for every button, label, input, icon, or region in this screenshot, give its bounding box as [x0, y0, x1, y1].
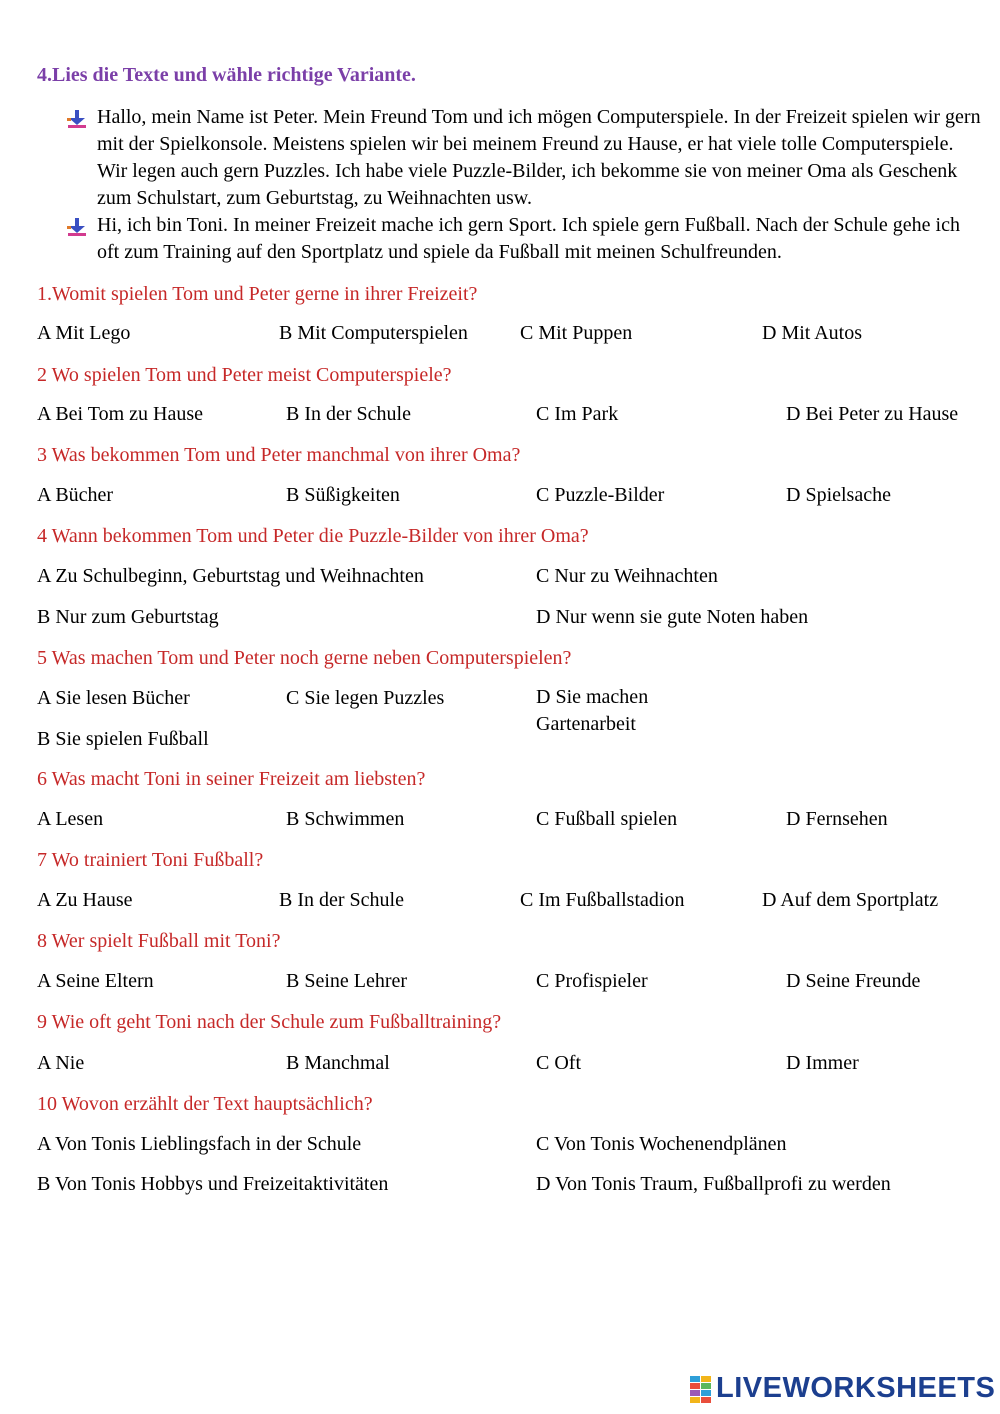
q7-option-c[interactable]: C Im Fußballstadion	[520, 889, 685, 911]
q8-option-c[interactable]: C Profispieler	[536, 970, 648, 992]
question-8: 8 Wer spielt Fußball mit Toni?	[37, 930, 281, 952]
text-toni: Hi, ich bin Toni. In meiner Freizeit mache ich gern Sport. Ich spiele gern Fußball. Nach der Schule gehe ich oft zum Training auf den Sportplatz und spiele da Fußball mit meinen Schulfreunden.	[97, 214, 960, 263]
q3-option-d[interactable]: D Spielsache	[786, 484, 891, 506]
question-7: 7 Wo trainiert Toni Fußball?	[37, 849, 264, 871]
q2-option-a[interactable]: A Bei Tom zu Hause	[37, 403, 203, 425]
arrow-bullet-icon	[66, 110, 88, 130]
q6-option-c[interactable]: C Fußball spielen	[536, 808, 678, 830]
logo-text: LIVEWORKSHEETS	[716, 1372, 996, 1404]
question-4: 4 Wann bekommen Tom und Peter die Puzzle-Bilder von ihrer Oma?	[37, 525, 589, 547]
q5-option-c[interactable]: C Sie legen Puzzles	[286, 687, 445, 709]
q7-option-d[interactable]: D Auf dem Sportplatz	[762, 889, 939, 911]
question-1: 1.Womit spielen Tom und Peter gerne in ihrer Freizeit?	[37, 283, 478, 305]
q8-option-d[interactable]: D Seine Freunde	[786, 970, 921, 992]
text-peter: Hallo, mein Name ist Peter. Mein Freund Tom und ich mögen Computerspiele. In der Freizeit spielen wir gern mit der Spielkonsole. Meistens spielen wir bei meinem Freund zu Hause, er hat viele tolle Computerspiele. Wir legen auch gern Puzzles. Ich habe viele Puzzle-Bilder, ich bekomme sie von meiner Oma als Geschenk zum Schulstart, zum Geburtstag, zu Weihnachten usw.	[97, 106, 981, 209]
question-9: 9 Wie oft geht Toni nach der Schule zum Fußballtraining?	[37, 1011, 502, 1033]
logo-mark-icon	[690, 1376, 712, 1404]
q4-option-d[interactable]: D Nur wenn sie gute Noten haben	[536, 606, 809, 628]
exercise-heading: 4.Lies die Texte und wähle richtige Variante.	[37, 64, 416, 86]
liveworksheets-logo[interactable]	[688, 1372, 996, 1408]
q4-option-a[interactable]: A Zu Schulbeginn, Geburtstag und Weihnachten	[37, 565, 424, 587]
q8-option-b[interactable]: B Seine Lehrer	[286, 970, 408, 992]
q6-option-b[interactable]: B Schwimmen	[286, 808, 405, 830]
q9-option-d[interactable]: D Immer	[786, 1052, 859, 1074]
q2-option-d[interactable]: D Bei Peter zu Hause	[786, 403, 959, 425]
q2-option-c[interactable]: C Im Park	[536, 403, 619, 425]
q7-option-a[interactable]: A Zu Hause	[37, 889, 133, 911]
q10-option-c[interactable]: C Von Tonis Wochenendplänen	[536, 1133, 787, 1155]
q9-option-c[interactable]: C Oft	[536, 1052, 581, 1074]
question-5: 5 Was machen Tom und Peter noch gerne neben Computerspielen?	[37, 647, 572, 669]
q3-option-a[interactable]: A Bücher	[37, 484, 114, 506]
q4-option-b[interactable]: B Nur zum Geburtstag	[37, 606, 219, 628]
q10-option-d[interactable]: D Von Tonis Traum, Fußballprofi zu werden	[536, 1173, 891, 1195]
q1-option-c[interactable]: C Mit Puppen	[520, 322, 633, 344]
q8-option-a[interactable]: A Seine Eltern	[37, 970, 154, 992]
q1-option-b[interactable]: B Mit Computerspielen	[279, 322, 468, 344]
q6-option-a[interactable]: A Lesen	[37, 808, 104, 830]
q4-option-c[interactable]: C Nur zu Weihnachten	[536, 565, 718, 587]
q10-option-a[interactable]: A Von Tonis Lieblingsfach in der Schule	[37, 1133, 362, 1155]
q3-option-c[interactable]: C Puzzle-Bilder	[536, 484, 665, 506]
q1-option-a[interactable]: A Mit Lego	[37, 322, 131, 344]
q5-option-b[interactable]: B Sie spielen Fußball	[37, 728, 209, 750]
q2-option-b[interactable]: B In der Schule	[286, 403, 411, 425]
q6-option-d[interactable]: D Fernsehen	[786, 808, 888, 830]
q5-option-d[interactable]: D Sie machen Gartenarbeit	[536, 686, 649, 735]
q9-option-b[interactable]: B Manchmal	[286, 1052, 390, 1074]
q3-option-b[interactable]: B Süßigkeiten	[286, 484, 400, 506]
q1-option-d[interactable]: D Mit Autos	[762, 322, 863, 344]
q5-option-a[interactable]: A Sie lesen Bücher	[37, 687, 190, 709]
question-2: 2 Wo spielen Tom und Peter meist Computerspiele?	[37, 364, 452, 386]
question-10: 10 Wovon erzählt der Text hauptsächlich?	[37, 1093, 373, 1115]
question-3: 3 Was bekommen Tom und Peter manchmal von ihrer Oma?	[37, 444, 521, 466]
question-6: 6 Was macht Toni in seiner Freizeit am liebsten?	[37, 768, 426, 790]
q7-option-b[interactable]: B In der Schule	[279, 889, 404, 911]
arrow-bullet-icon	[66, 218, 88, 238]
q10-option-b[interactable]: B Von Tonis Hobbys und Freizeitaktivitäten	[37, 1173, 389, 1195]
q9-option-a[interactable]: A Nie	[37, 1052, 85, 1074]
